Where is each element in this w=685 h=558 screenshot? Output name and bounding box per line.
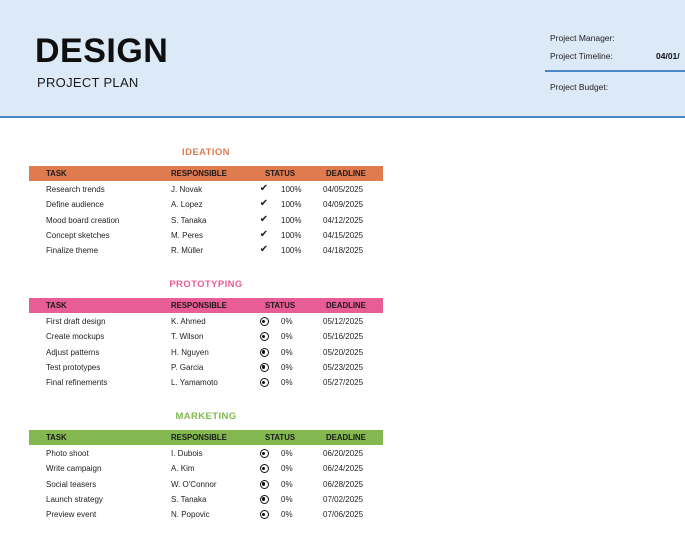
check-icon: ✔ — [259, 244, 269, 256]
responsible-cell: K. Ahmed — [171, 317, 206, 326]
radio-dot — [260, 332, 269, 341]
status-percent: 0% — [281, 494, 293, 504]
radio-dot — [260, 317, 269, 326]
table-row[interactable] — [29, 214, 383, 229]
project-budget-label: Project Budget: — [550, 82, 609, 92]
table-row[interactable] — [29, 330, 383, 345]
responsible-cell: H. Nguyen — [171, 347, 209, 357]
task-cell: Test prototypes — [46, 362, 101, 372]
task-cell: Write campaign — [46, 464, 102, 474]
task-cell: Mood board creation — [46, 215, 120, 225]
responsible-cell: T. Wilson — [171, 332, 204, 342]
task-cell: Launch strategy — [46, 494, 103, 504]
task-cell: Research trends — [46, 185, 105, 194]
table-row[interactable] — [29, 447, 383, 462]
project-timeline-value: 04/01/ — [656, 51, 680, 61]
deadline-cell: 05/16/2025 — [323, 332, 364, 342]
table-header — [29, 166, 383, 181]
column-header-deadline[interactable]: DEADLINE — [326, 433, 366, 442]
header-banner — [0, 0, 685, 118]
table-row[interactable] — [29, 361, 383, 376]
section-title: IDEATION — [182, 147, 230, 158]
responsible-cell: A. Lopez — [171, 200, 203, 210]
task-cell: Final refinements — [46, 378, 108, 388]
table-row[interactable] — [29, 229, 383, 244]
column-header-status[interactable]: STATUS — [265, 169, 296, 178]
responsible-cell: S. Tanaka — [171, 494, 207, 504]
status-percent: 100% — [281, 200, 302, 210]
task-cell: Social teasers — [46, 479, 97, 489]
header-divider — [545, 70, 685, 72]
radio-dot — [260, 510, 269, 519]
table-row[interactable] — [29, 478, 383, 493]
deadline-cell: 05/27/2025 — [323, 378, 364, 388]
deadline-cell: 05/23/2025 — [323, 362, 364, 372]
status-percent: 100% — [281, 185, 302, 194]
status-percent: 100% — [281, 215, 302, 225]
status-percent: 0% — [281, 510, 293, 520]
task-cell: Concept sketches — [46, 230, 110, 240]
check-icon: ✔ — [259, 228, 269, 240]
radio-dot — [260, 464, 269, 473]
table-body — [29, 447, 383, 523]
task-cell: Adjust patterns — [46, 347, 100, 357]
status-percent: 100% — [281, 230, 302, 240]
deadline-cell: 04/05/2025 — [323, 185, 364, 194]
status-percent: 0% — [281, 347, 293, 357]
status-percent: 0% — [281, 449, 293, 458]
radio-icon — [259, 363, 269, 374]
check-icon: ✔ — [259, 198, 269, 210]
column-header-responsible[interactable]: RESPONSIBLE — [171, 169, 227, 178]
radio-dot — [260, 449, 269, 458]
deadline-cell: 06/28/2025 — [323, 479, 364, 489]
column-header-responsible[interactable]: RESPONSIBLE — [171, 433, 227, 442]
status-percent: 0% — [281, 464, 293, 474]
responsible-cell: W. O'Connor — [171, 479, 217, 489]
column-header-status[interactable]: STATUS — [265, 433, 296, 442]
task-cell: Preview event — [46, 510, 97, 520]
responsible-cell: S. Tanaka — [171, 215, 207, 225]
page-subtitle: PROJECT PLAN — [37, 75, 139, 90]
column-header-status[interactable]: STATUS — [265, 301, 296, 310]
table-row[interactable] — [29, 244, 383, 259]
deadline-cell: 04/15/2025 — [323, 230, 364, 240]
radio-dot — [260, 348, 269, 357]
table-row[interactable] — [29, 493, 383, 508]
radio-icon — [259, 332, 269, 343]
column-header-task[interactable]: TASK — [46, 433, 67, 442]
radio-dot — [260, 378, 269, 387]
radio-dot — [260, 363, 269, 372]
deadline-cell: 05/20/2025 — [323, 347, 364, 357]
project-timeline-label: Project Timeline: — [550, 51, 613, 61]
deadline-cell: 04/12/2025 — [323, 215, 364, 225]
column-header-task[interactable]: TASK — [46, 301, 67, 310]
deadline-cell: 07/06/2025 — [323, 510, 364, 520]
responsible-cell: L. Yamamoto — [171, 378, 218, 388]
responsible-cell: A. Kim — [171, 464, 195, 474]
responsible-cell: R. Müller — [171, 246, 204, 256]
status-percent: 0% — [281, 479, 293, 489]
radio-icon — [259, 510, 269, 521]
deadline-cell: 06/24/2025 — [323, 464, 364, 474]
radio-dot — [260, 495, 269, 504]
radio-icon — [259, 449, 269, 460]
check-icon: ✔ — [259, 183, 269, 194]
task-cell: First draft design — [46, 317, 106, 326]
table-row[interactable] — [29, 346, 383, 361]
radio-icon — [259, 317, 269, 328]
column-header-task[interactable]: TASK — [46, 169, 67, 178]
radio-icon — [259, 464, 269, 475]
deadline-cell: 07/02/2025 — [323, 494, 364, 504]
check-icon: ✔ — [259, 213, 269, 225]
radio-icon — [259, 480, 269, 491]
project-manager-label: Project Manager: — [550, 33, 615, 43]
table-header — [29, 430, 383, 445]
table-row[interactable] — [29, 462, 383, 477]
responsible-cell: N. Popovic — [171, 510, 210, 520]
task-cell: Create mockups — [46, 332, 105, 342]
status-percent: 100% — [281, 246, 302, 256]
status-percent: 0% — [281, 317, 293, 326]
radio-icon — [259, 348, 269, 359]
column-header-deadline[interactable]: DEADLINE — [326, 301, 366, 310]
table-header — [29, 298, 383, 313]
column-header-deadline[interactable]: DEADLINE — [326, 169, 366, 178]
task-cell: Finalize theme — [46, 246, 99, 256]
page-title: DESIGN — [35, 32, 169, 70]
radio-icon — [259, 378, 269, 389]
table-body — [29, 315, 383, 391]
deadline-cell: 06/20/2025 — [323, 449, 364, 458]
table-row[interactable] — [29, 508, 383, 523]
deadline-cell: 05/12/2025 — [323, 317, 364, 326]
section-title: MARKETING — [175, 411, 237, 422]
table-row[interactable] — [29, 198, 383, 213]
column-header-responsible[interactable]: RESPONSIBLE — [171, 301, 227, 310]
radio-icon — [259, 495, 269, 506]
responsible-cell: J. Novak — [171, 185, 203, 194]
table-row[interactable] — [29, 376, 383, 391]
responsible-cell: I. Dubois — [171, 449, 203, 458]
status-percent: 0% — [281, 362, 293, 372]
task-cell: Photo shoot — [46, 449, 89, 458]
radio-dot — [260, 480, 269, 489]
status-percent: 0% — [281, 332, 293, 342]
section-title: PROTOTYPING — [169, 279, 243, 290]
responsible-cell: M. Peres — [171, 230, 204, 240]
deadline-cell: 04/09/2025 — [323, 200, 364, 210]
table-row[interactable] — [29, 315, 383, 330]
task-cell: Define audience — [46, 200, 104, 210]
table-row[interactable] — [29, 183, 383, 198]
deadline-cell: 04/18/2025 — [323, 246, 364, 256]
responsible-cell: P. Garcia — [171, 362, 204, 372]
table-body — [29, 183, 383, 259]
status-percent: 0% — [281, 378, 293, 388]
